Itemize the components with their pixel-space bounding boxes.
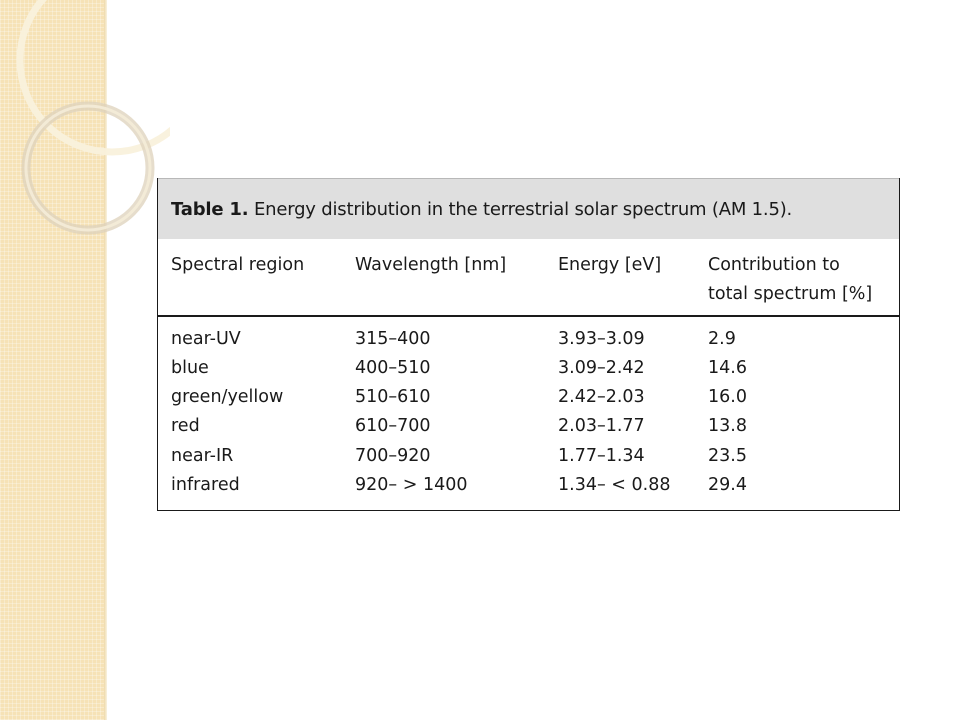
cell-wavelength: 920– > 1400 (355, 475, 468, 495)
cell-energy: 3.93–3.09 (558, 329, 645, 349)
table-row (158, 412, 899, 441)
table-caption-label: Table 1. (171, 199, 249, 220)
cell-wavelength: 315–400 (355, 329, 431, 349)
header-wavelength: Wavelength [nm] (355, 255, 507, 275)
cell-region: infrared (171, 475, 240, 495)
table-row (158, 471, 899, 500)
table-caption-text: Energy distribution in the terrestrial solar spectrum (AM 1.5). (253, 199, 793, 220)
table-row (158, 325, 899, 354)
cell-region: blue (171, 358, 209, 378)
cell-energy: 1.34– < 0.88 (558, 475, 671, 495)
cell-contribution: 29.4 (708, 475, 747, 495)
table-row (158, 442, 899, 471)
cell-energy: 3.09–2.42 (558, 358, 645, 378)
cell-region: near-IR (171, 446, 234, 466)
cell-contribution: 14.6 (708, 358, 747, 378)
cell-energy: 2.42–2.03 (558, 387, 645, 407)
table-caption-bar (158, 178, 899, 239)
cell-wavelength: 400–510 (355, 358, 431, 378)
cell-contribution: 23.5 (708, 446, 747, 466)
cell-wavelength: 700–920 (355, 446, 431, 466)
cell-region: red (171, 416, 200, 436)
decorative-rings (0, 0, 170, 260)
cell-region: near-UV (171, 329, 241, 349)
header-contribution-line1: Contribution to (708, 255, 840, 275)
table-row (158, 383, 899, 412)
table-row (158, 354, 899, 383)
cell-wavelength: 510–610 (355, 387, 431, 407)
header-spectral-region: Spectral region (171, 255, 305, 275)
cell-wavelength: 610–700 (355, 416, 431, 436)
header-divider (158, 315, 899, 317)
cell-contribution: 16.0 (708, 387, 747, 407)
cell-contribution: 13.8 (708, 416, 747, 436)
cell-energy: 2.03–1.77 (558, 416, 645, 436)
cell-region: green/yellow (171, 387, 284, 407)
header-contribution-line2: total spectrum [%] (708, 284, 873, 304)
table-caption (171, 199, 792, 220)
energy-distribution-table (157, 178, 900, 511)
cell-contribution: 2.9 (708, 329, 736, 349)
cell-energy: 1.77–1.34 (558, 446, 645, 466)
header-energy: Energy [eV] (558, 255, 662, 275)
